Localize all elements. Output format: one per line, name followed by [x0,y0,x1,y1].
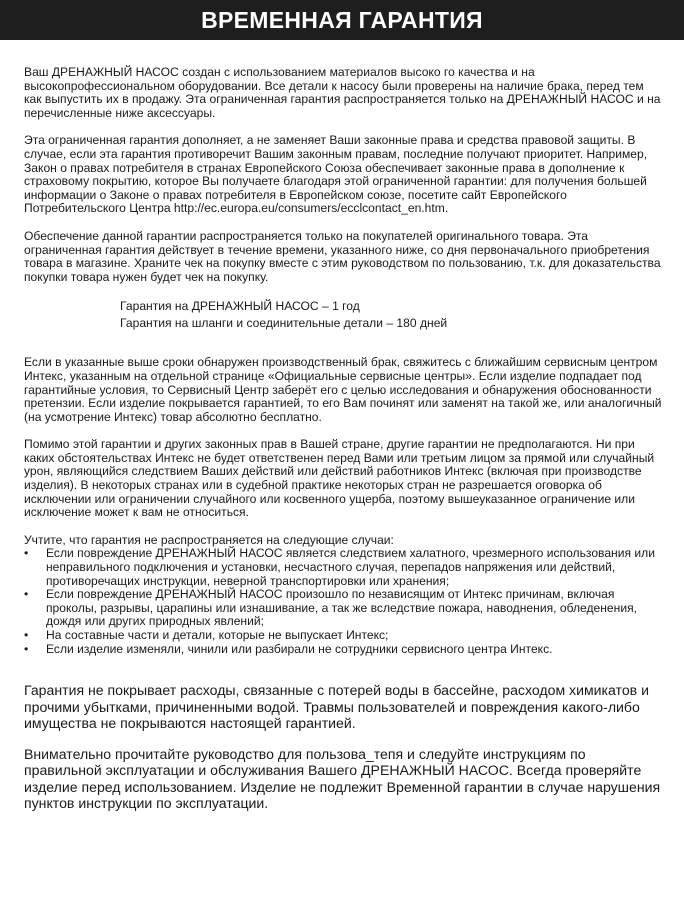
exclusion-text: Если повреждение ДРЕНАЖНЫЙ НАСОС является следствием халатного, чрезмерного использования или неправильного подключения и установки, несчастного случая, перепадов напряжения или действий, противоречащих инструкции, неверной транспортировки или хранения; [46,546,655,588]
paragraph-read-manual: Внимательно прочитайте руководство для пользова_тепя и следуйте инструкциям по правильной эксплуатации и обслуживания Вашего ДРЕНАЖНЫЙ НАСОС. Всегда проверяйте изделие перед использованием. Изделие не подлежит Временной гарантии в случае нарушения пунктов инструкции по эксплуатации. [24,745,661,812]
paragraph-legal-rights: Эта ограниченная гарантия дополняет, а не заменяет Ваши законные права и средства правовой защиты. В случае, если эта гарантия противоречит Вашим законным правам, последние получают приоритет. Например, Закон о правах потребителя в странах Европейского Союза обеспечивает законные права в дополнение к страховому покрытию, которое Вы получаете благодаря этой ограниченной гарантии: для получения большей информации о Законе о правах потребителя в Европейском союзе, посетите сайт Европейского Потребительского Центра http://ec.europa.eu/consumers/ecclcontact_en.htm. [24,133,648,216]
paragraph-water-loss: Гарантия не покрывает расходы, связанные с потерей воды в бассейне, расходом химикатов и прочими убытками, причиненными водой. Травмы пользователей и повреждения какого-либо имущества не покрываются настоящей гарантией. [24,682,649,732]
bullet-icon: • [24,587,29,602]
defect-section [24,356,664,520]
paragraph-liability: Помимо этой гарантии и других законных прав в Вашей стране, другие гарантии не предполагаются. Ни при каких обстоятельствах Интекс не будет ответственен перед Вами или третьим лицом за прямой или случайный урон, являющийся следствием Ваших действий или действий работников Интекс (включая при производстве изделия). В некоторых странах или в судебной практике некоторых стран не разрешается оговорка об исключении или ограничении случайного или косвенного ущерба, поэтому вышеуказанное ограничение или исключение может к вам не относиться. [24,437,655,520]
exclusions-intro: Учтите, что гарантия не распространяется на следующие случаи: [24,532,394,547]
warranty-document [24,66,664,826]
bullet-icon: • [24,641,29,656]
closing-section [24,682,664,812]
exclusion-text: Если повреждение ДРЕНАЖНЫЙ НАСОС произошло по независящим от Интекс причинам, включая проколы, разрывы, царапины или изнашивание, а так же вследствие пожара, наводнения, обледенения, дождя или других природных явлений; [46,587,638,629]
exclusions-list [24,547,664,656]
page-title: ВРЕМЕННАЯ ГАРАНТИЯ [201,6,483,33]
intro-section [24,66,664,284]
exclusion-item [24,547,664,588]
exclusion-item [24,629,664,643]
warranty-terms [120,298,664,332]
title-bar [0,0,684,40]
warranty-term-pump: Гарантия на ДРЕНАЖНЫЙ НАСОС – 1 год [120,299,360,314]
bullet-icon: • [24,628,29,642]
exclusion-item [24,588,664,629]
warranty-term-hoses: Гарантия на шланги и соединительные детали – 180 дней [120,316,448,331]
exclusion-item [24,643,664,657]
bullet-icon: • [24,546,29,561]
exclusion-text: Если изделие изменяли, чинили или разбирали не сотрудники сервисного центра Интекс. [46,641,553,656]
paragraph-quality: Ваш ДРЕНАЖНЫЙ НАСОС создан с использованием материалов высоко го качества и на высокопрофессиональном оборудовании. Все детали к насосу были проверены на наличие брака, перед тем как выпустить их в продажу. Эта ограниченная гарантия распространяется только на ДРЕНАЖНЫЙ НАСОС и на перечисленные ниже аксессуары. [24,65,661,120]
paragraph-defect: Если в указанные выше сроки обнаружен производственный брак, свяжитесь с ближайшим сервисным центром Интекс, указанным на отдельной странице «Официальные сервисные центры». Если изделие подпадает под гарантийные условия, то Сервисный Центр заберёт его с целью исследования и обнаружения обоснованности претензии. Если изделие покрывается гарантией, то его Вам починят или заменят на такой же, или аналогичный (на усмотрение Интекс) товар абсолютно бесплатно. [24,355,662,424]
paragraph-coverage: Обеспечение данной гарантии распространяется только на покупателей оригинального товара. Эта ограниченная гарантия действует в течение времени, указанного ниже, со дня первоначального приобретения товара в магазине. Храните чек на покупку вместе с этим руководством по пользованию, т.к. для доказательства покупки товара нужен будет чек на покупку. [24,228,661,284]
exclusion-text: На составные части и детали, которые не выпускает Интекс; [46,628,389,642]
